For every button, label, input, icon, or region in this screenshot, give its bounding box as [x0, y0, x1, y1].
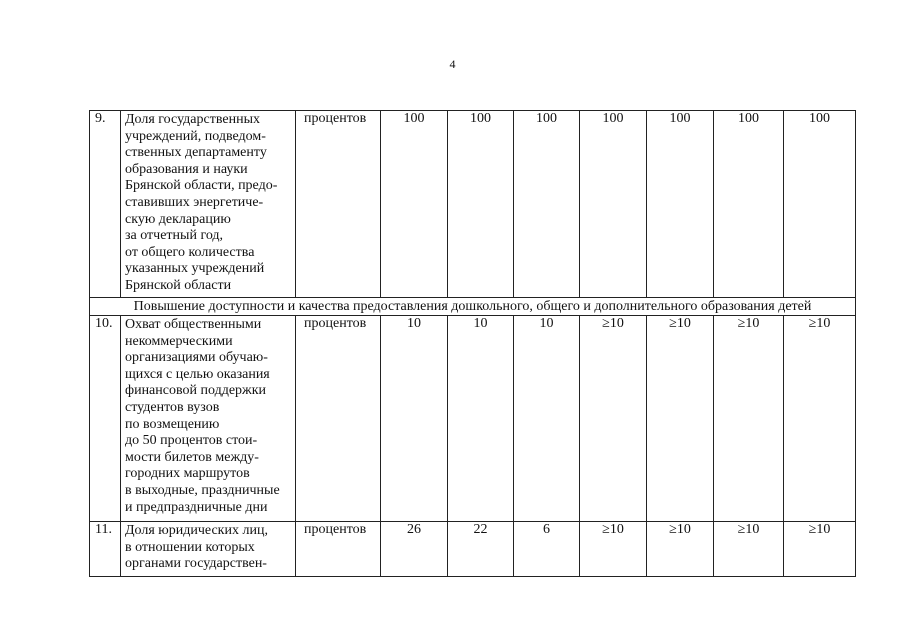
- table-row: [90, 111, 856, 298]
- table-row: [90, 522, 856, 577]
- value-cell: 100: [714, 111, 784, 298]
- unit-cell: процентов: [296, 316, 381, 522]
- value-cell: 100: [448, 111, 514, 298]
- indicator-description: Охват общественными некоммерческими организациями обучаю- щихся с целью оказания финансовой поддержки студентов вузов по возмещению до 50 процентов стои- мости билетов между- городних маршрутов в выходные, праздничные и предпраздничные дни: [121, 316, 296, 522]
- indicator-description: Доля юридических лиц, в отношении которых органами государствен-: [121, 522, 296, 577]
- page-number: 4: [449, 57, 456, 71]
- row-number: 9.: [90, 111, 121, 298]
- value-cell: 10: [514, 316, 580, 522]
- section-row: [90, 298, 856, 316]
- unit-cell: процентов: [296, 111, 381, 298]
- value-cell: 22: [448, 522, 514, 577]
- value-cell: ≥10: [714, 522, 784, 577]
- table-row: [90, 316, 856, 522]
- value-cell: 6: [514, 522, 580, 577]
- indicator-description: Доля государственных учреждений, подведом- ственных департаменту образования и науки Брянской области, предо- ставивших энергетиче- скую декларацию за отчетный год, от общего количества указанных учреждений Брянской области: [121, 111, 296, 298]
- value-cell: ≥10: [647, 522, 714, 577]
- value-cell: 100: [784, 111, 856, 298]
- value-cell: 10: [381, 316, 448, 522]
- row-number: 10.: [90, 316, 121, 522]
- value-cell: 100: [514, 111, 580, 298]
- value-cell: ≥10: [784, 522, 856, 577]
- section-title: Повышение доступности и качества предоставления дошкольного, общего и дополнительного образования детей: [90, 298, 856, 316]
- value-cell: ≥10: [714, 316, 784, 522]
- value-cell: ≥10: [784, 316, 856, 522]
- value-cell: 26: [381, 522, 448, 577]
- value-cell: 100: [381, 111, 448, 298]
- indicators-table: [89, 110, 856, 577]
- value-cell: ≥10: [647, 316, 714, 522]
- row-number: 11.: [90, 522, 121, 577]
- value-cell: 10: [448, 316, 514, 522]
- value-cell: 100: [580, 111, 647, 298]
- unit-cell: процентов: [296, 522, 381, 577]
- value-cell: ≥10: [580, 316, 647, 522]
- value-cell: ≥10: [580, 522, 647, 577]
- value-cell: 100: [647, 111, 714, 298]
